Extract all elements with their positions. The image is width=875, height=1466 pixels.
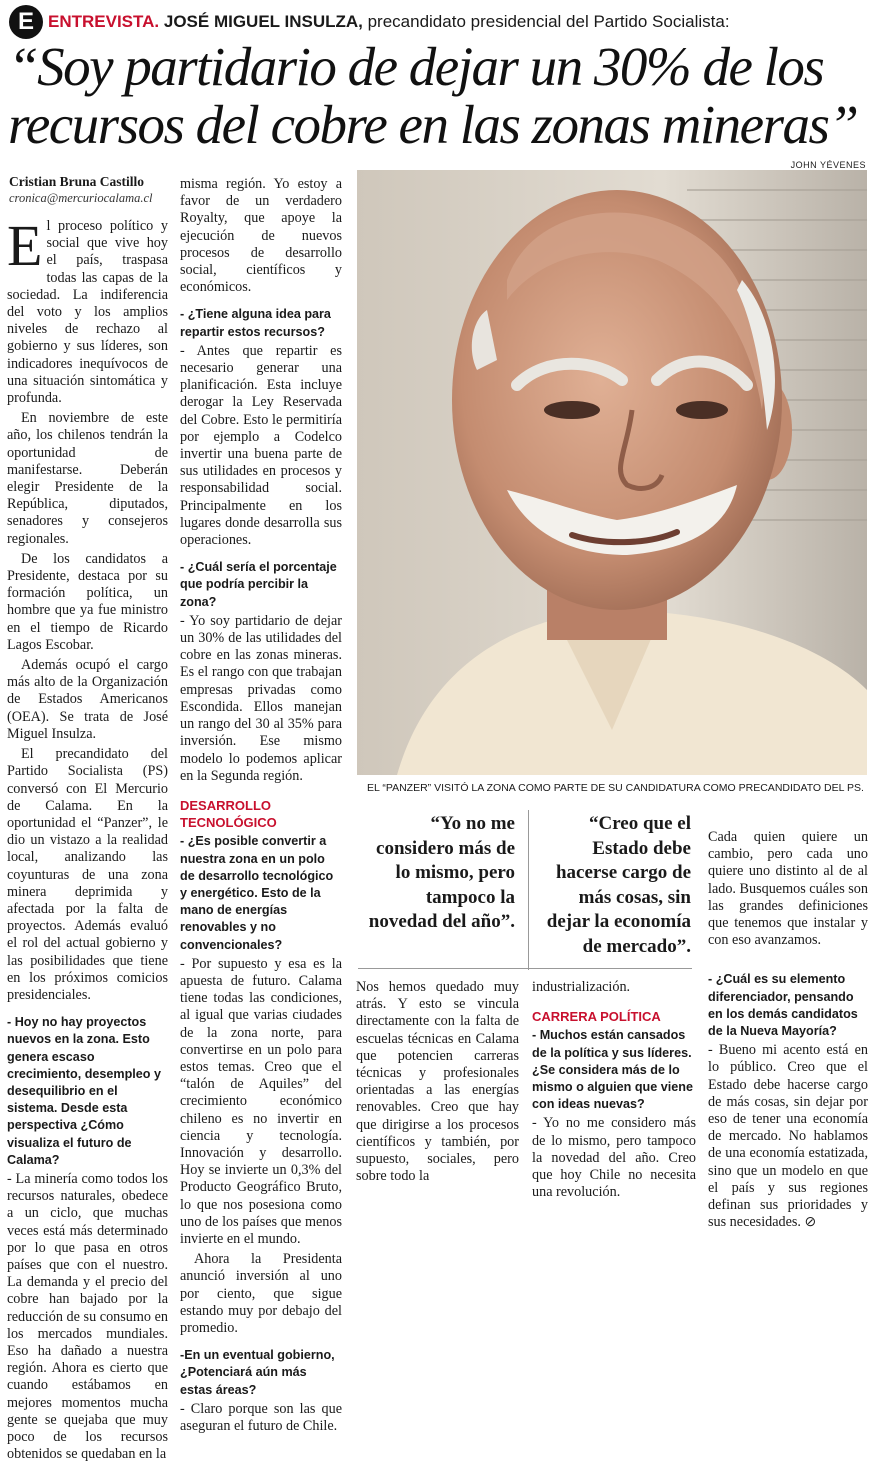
interview-answer: - Bueno mi acento está en lo público. Creo que el Estado debe hacerse cargo de más cosas, sin dejar por eso de tener una economía de mercado. No hablamos de una economía estatizada, sino que un modelo en que el país y sus regiones definan sus prioridades y sus necesidades. ⊘: [708, 1042, 868, 1231]
paragraph: De los candidatos a Presidente, destaca por su formación política, un hombre que ya fue ministro en el tiempo de Ricardo Lagos Escobar.: [7, 550, 168, 653]
drop-cap: E: [7, 213, 43, 278]
paragraph: Cada quien quiere un cambio, pero cada uno quiere uno distinto al de al lado. Busquemos cuáles son las grandes definiciones que tenemos que instalar y con eso avanzamos.: [708, 829, 868, 949]
photo-credit: JOHN YÉVENES: [790, 160, 866, 170]
pull-quote-divider: [528, 810, 529, 970]
end-mark-icon: ⊘: [804, 1214, 817, 1231]
interview-question: - ¿Cuál sería el porcentaje que podría percibir la zona?: [180, 560, 337, 609]
pull-quote-2: “Creo que el Estado debe hacerse cargo de más cosas, sin dejar la economía de mercado”.: [546, 813, 691, 957]
interview-answer: - Yo soy partidario de dejar un 30% de las utilidades del cobre en las zonas mineras. Es el rango con que trabajan empresas privadas como Escondida. Ellos manejan un rango del 30 al 35% para inversión. Ese mismo modelo lo podemos aplicar en la Segunda región.: [180, 612, 342, 784]
photo-caption: EL “PANZER” VISITÓ LA ZONA COMO PARTE DE SU CANDIDATURA COMO PRECANDIDATO DEL PS.: [367, 782, 864, 794]
interview-question: - Muchos están cansados de la política y sus líderes. ¿Se considera más de lo mismo o alguien que viene con ideas nuevas?: [532, 1028, 693, 1112]
paragraph: industrialización.: [532, 979, 631, 995]
interview-answer: - La minería como todos los recursos naturales, obedece a un ciclo, que muchas veces está más determinado por lo que pasa en otros países que con el nuestro. La demanda y el precio del cobre han bajado por la reducción de su consumo en los mercados mundiales. Eso ha dañado a nuestra región. Ahora es cierto que cuando estábamos en mejores momentos mucha gente se quejaba que muy poco de los recursos obtenidos se quedaban en la: [7, 1170, 168, 1463]
interview-question: - ¿Tiene alguna idea para repartir estos recursos?: [180, 307, 331, 339]
pull-quote-rule: [358, 968, 692, 969]
paragraph: Ahora la Presidenta anunció inversión al uno por ciento, que sigue estando muy por debajo del promedio.: [180, 1251, 342, 1336]
column-5: [708, 829, 868, 1234]
column-1: [7, 213, 168, 1466]
subheading-desarrollo: DESARROLLO TECNOLÓGICO: [180, 797, 277, 831]
interview-question: -En un eventual gobierno, ¿Potenciará aún más estas áreas?: [180, 1348, 335, 1397]
subheading-carrera: CARRERA POLÍTICA: [532, 1009, 661, 1025]
interview-question: - ¿Cuál es su elemento diferenciador, pensando en los demás candidatos de la Nueva Mayoría?: [708, 972, 858, 1039]
interview-answer: - Claro porque son las que aseguran el futuro de Chile.: [180, 1400, 342, 1435]
column-2: [180, 176, 342, 1438]
interview-question: - ¿Es posible convertir a nuestra zona en un polo de desarrollo tecnológico y energético. Esto de la mano de energías renovables y no convencionales?: [180, 834, 334, 952]
interview-answer: - Por supuesto y esa es la apuesta de futuro. Calama tiene todas las condiciones, al igual que varias ciudades de la zona norte, para convertirse en un polo para estos temas. Creo que el “talón de Aquiles” del crecimiento económico chileno es no invertir en ciencia y tecnología. Innovación y desarrollo. Hoy se invierte un 0,3% del Producto Geográfico Bruto, lo que nos posesiona como uno de los países que menos invierte en el mundo.: [180, 955, 342, 1247]
paragraph: Nos hemos quedado muy atrás. Y esto se vincula directamente con la falta de escuelas técnicas en Calama que potencien carreras técnicas y profesionales orientadas a las energías renovables. Creo que hay que dirigirse a los procesos científicos y también, por supuesto, sociales, pero sobre todo la: [356, 979, 519, 1185]
kicker-line: [48, 11, 730, 33]
paragraph: En noviembre de este año, los chilenos tendrán la oportunidad de manifestarse. Deberán elegir Presidente de la República, diputados, senadores y consejeros regionales.: [7, 410, 168, 547]
pull-quote-1: “Yo no me considero más de lo mismo, pero tampoco la novedad del año”.: [368, 813, 515, 932]
interview-answer: - Antes que repartir es necesario generar una planificación. Esta incluye derogar la Ley Reservada del Cobre. Esto le permitiría por ejemplo a Codelco invertir una buena parte de sus utilidades en procesos y responsabilidad social. Principalmente en los lugares donde desarrolla sus operaciones.: [180, 342, 342, 549]
byline-author: Cristian Bruna Castillo: [9, 174, 145, 189]
section-label: ENTREVISTA.: [48, 12, 160, 31]
interview-answer: - Yo no me considero más de lo mismo, pero tampoco la novedad del año. Creo que hoy Chile no necesita una revolución.: [532, 1115, 696, 1201]
lead-paragraph: El proceso político y social que vive hoy el país, traspasa todas las capas de la sociedad. La indiferencia del voto y los amplios niveles de rechazo al gobierno y sus líderes, son indicadores inequívocos de una situación sintomática y profunda.: [7, 213, 168, 407]
paragraph: Además ocupó el cargo más alto de la Organización de Estados Americanos (OEA). Se trata de José Miguel Insulza.: [7, 657, 168, 742]
headline: “Soy partidario de dejar un 30% de los recursos del cobre en las zonas mineras”: [8, 36, 858, 155]
column-4: [532, 979, 696, 1204]
paragraph: misma región. Yo estoy a favor de un verdadero Royalty, que apoye la ejecución de nuevos procesos de desarrollo social, científicos y económicos.: [180, 176, 342, 296]
kicker-description: precandidato presidencial del Partido Socialista:: [362, 12, 730, 31]
portrait-photo: [357, 170, 867, 775]
interview-question: - Hoy no hay proyectos nuevos en la zona. Esto genera escaso crecimiento, desempleo y desequilibrio en el sistema. Desde esta perspectiva ¿Cómo visualiza el futuro de Calama?: [7, 1015, 161, 1167]
interviewee-name: JOSÉ MIGUEL INSULZA,: [163, 12, 363, 31]
column-3: [356, 979, 519, 1188]
portrait-illustration: [357, 170, 867, 775]
section-badge: E: [9, 5, 43, 39]
byline-email[interactable]: cronica@mercuriocalama.cl: [9, 191, 153, 205]
paragraph: El precandidato del Partido Socialista (PS) conversó con El Mercurio de Calama. En la oportunidad el “Panzer”, le dio un vistazo a la realidad local, analizando las coyunturas de una zona minera deprimida y afectada por la falta de proyectos. Además evaluó el rol del actual gobierno y las posibilidades que tiene en los próximos comicios presidenciales.: [7, 746, 168, 1003]
